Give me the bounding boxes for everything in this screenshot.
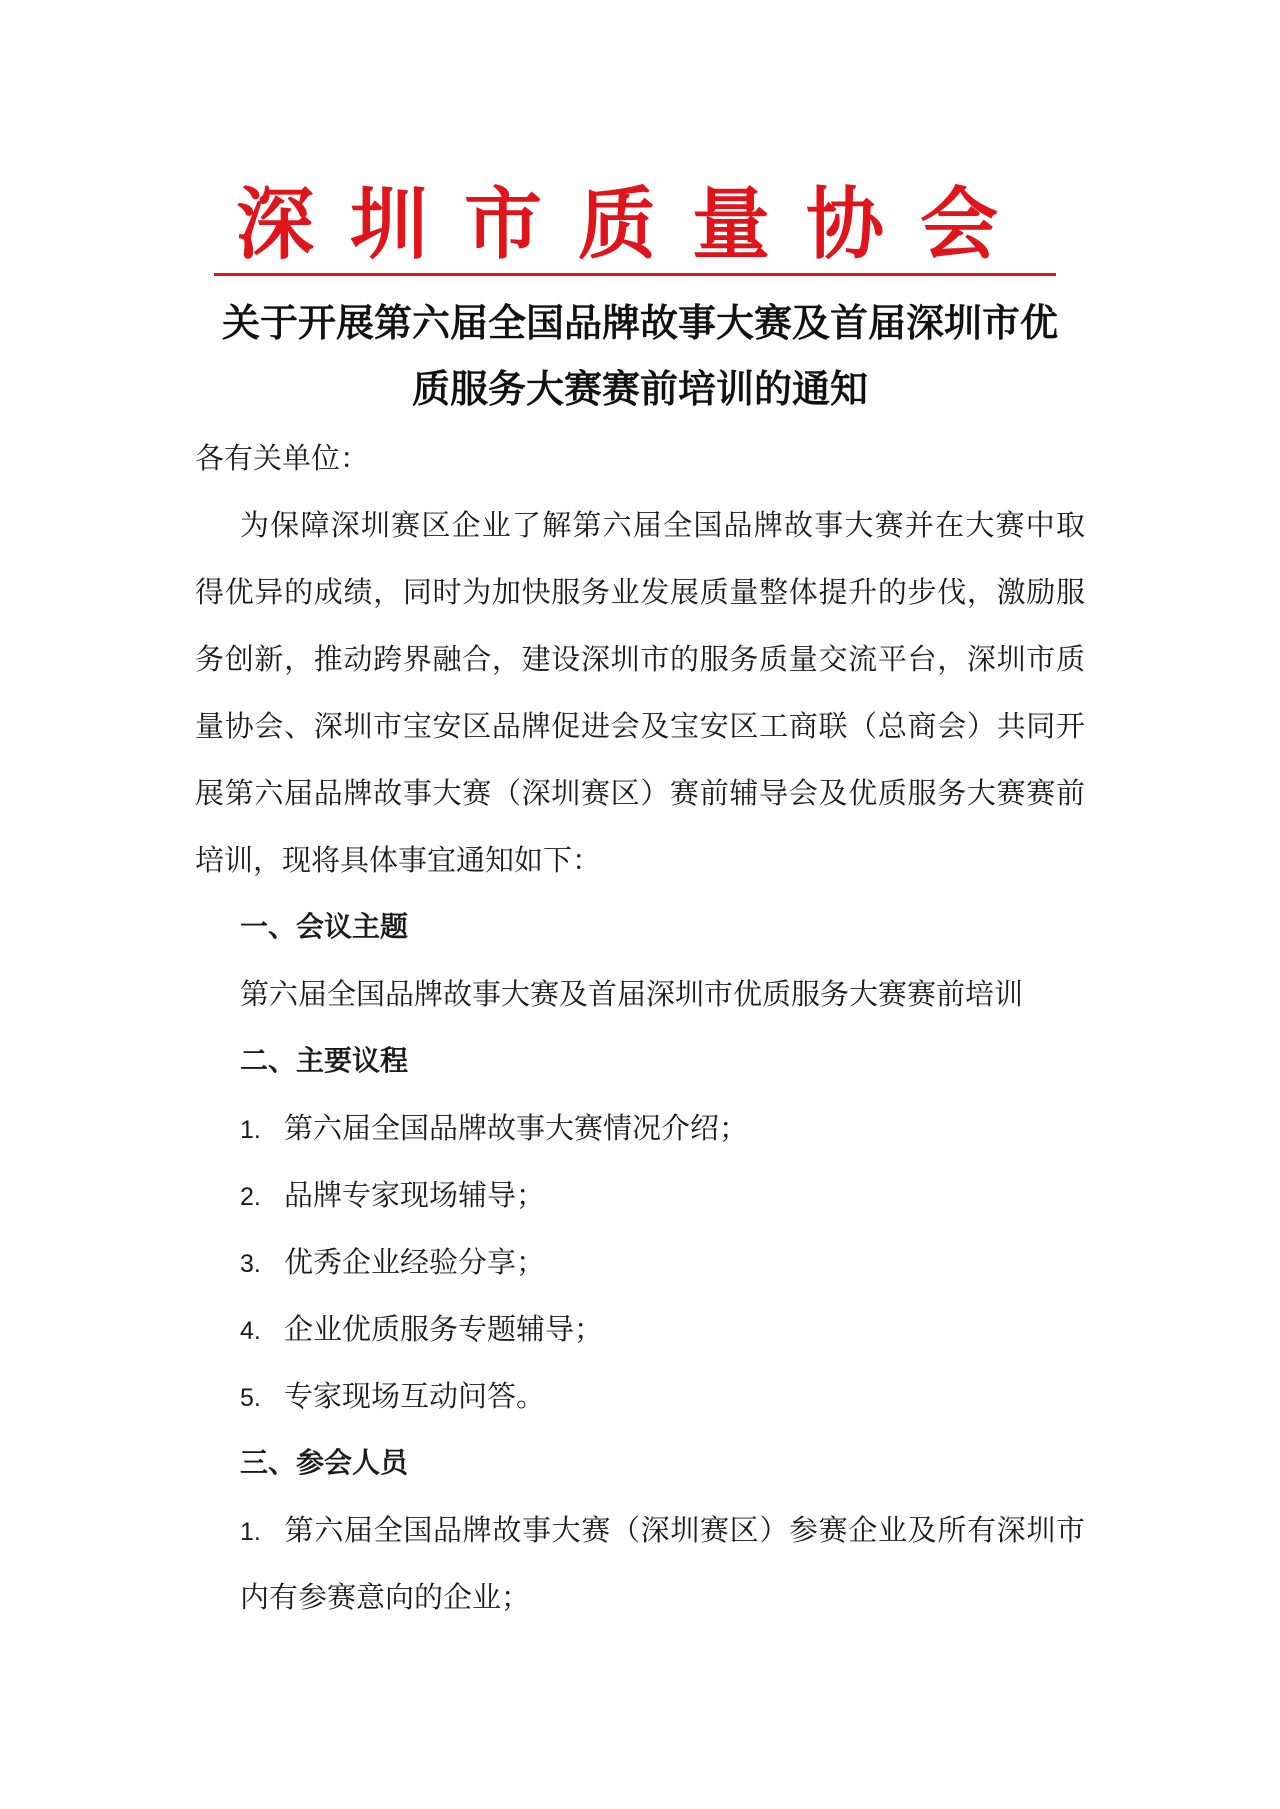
list-number: 2. (240, 1183, 261, 1211)
list-number: 1. (240, 1116, 261, 1144)
salutation: 各有关单位： (195, 441, 370, 475)
title-line-1: 关于开展第六届全国品牌故事大赛及首届深圳市优 (221, 301, 1058, 345)
intro-line-1: 为保障深圳赛区企业了解第六届全国品牌故事大赛并在大赛中取 (240, 508, 1085, 542)
organization-letterhead: 深圳市质量协会 (235, 179, 1034, 270)
list-text: 专家现场互动问答。 (284, 1379, 546, 1413)
list-number: 1. (240, 1518, 261, 1546)
document-title (190, 290, 1090, 422)
title-line-2: 质服务大赛赛前培训的通知 (411, 367, 868, 411)
agenda-item (240, 1376, 545, 1418)
agenda-item (240, 1309, 603, 1351)
list-text: 企业优质服务专题辅导； (284, 1312, 604, 1346)
list-number: 5. (240, 1384, 261, 1412)
intro-line-6: 培训，现将具体事宜通知如下： (195, 843, 602, 877)
intro-line-5: 展第六届品牌故事大赛（深圳赛区）赛前辅导会及优质服务大赛赛前 (195, 776, 1085, 810)
list-text: 优秀企业经验分享； (284, 1245, 546, 1279)
agenda-item (240, 1242, 545, 1284)
attendee-item (240, 1510, 1085, 1552)
section-heading-attendees: 三、参会人员 (240, 1446, 409, 1479)
agenda-item (240, 1108, 748, 1150)
list-text: 第六届全国品牌故事大赛（深圳赛区）参赛企业及所有深圳市 (284, 1513, 1085, 1547)
list-number: 4. (240, 1317, 261, 1345)
list-number: 3. (240, 1250, 261, 1278)
section-heading-theme: 一、会议主题 (240, 910, 409, 943)
section-theme-content: 第六届全国品牌故事大赛及首届深圳市优质服务大赛赛前培训 (240, 977, 1024, 1011)
list-text: 第六届全国品牌故事大赛情况介绍； (284, 1111, 749, 1145)
list-text: 品牌专家现场辅导； (284, 1178, 546, 1212)
letterhead-divider (214, 273, 1056, 276)
intro-line-2: 得优异的成绩，同时为加快服务业发展质量整体提升的步伐，激励服 (195, 575, 1085, 609)
intro-line-3: 务创新，推动跨界融合，建设深圳市的服务质量交流平台，深圳市质 (195, 642, 1085, 676)
attendee-item-continuation: 内有参赛意向的企业； (240, 1580, 531, 1614)
agenda-item (240, 1175, 545, 1217)
section-heading-agenda: 二、主要议程 (240, 1044, 409, 1077)
intro-line-4: 量协会、深圳市宝安区品牌促进会及宝安区工商联（总商会）共同开 (195, 709, 1085, 743)
